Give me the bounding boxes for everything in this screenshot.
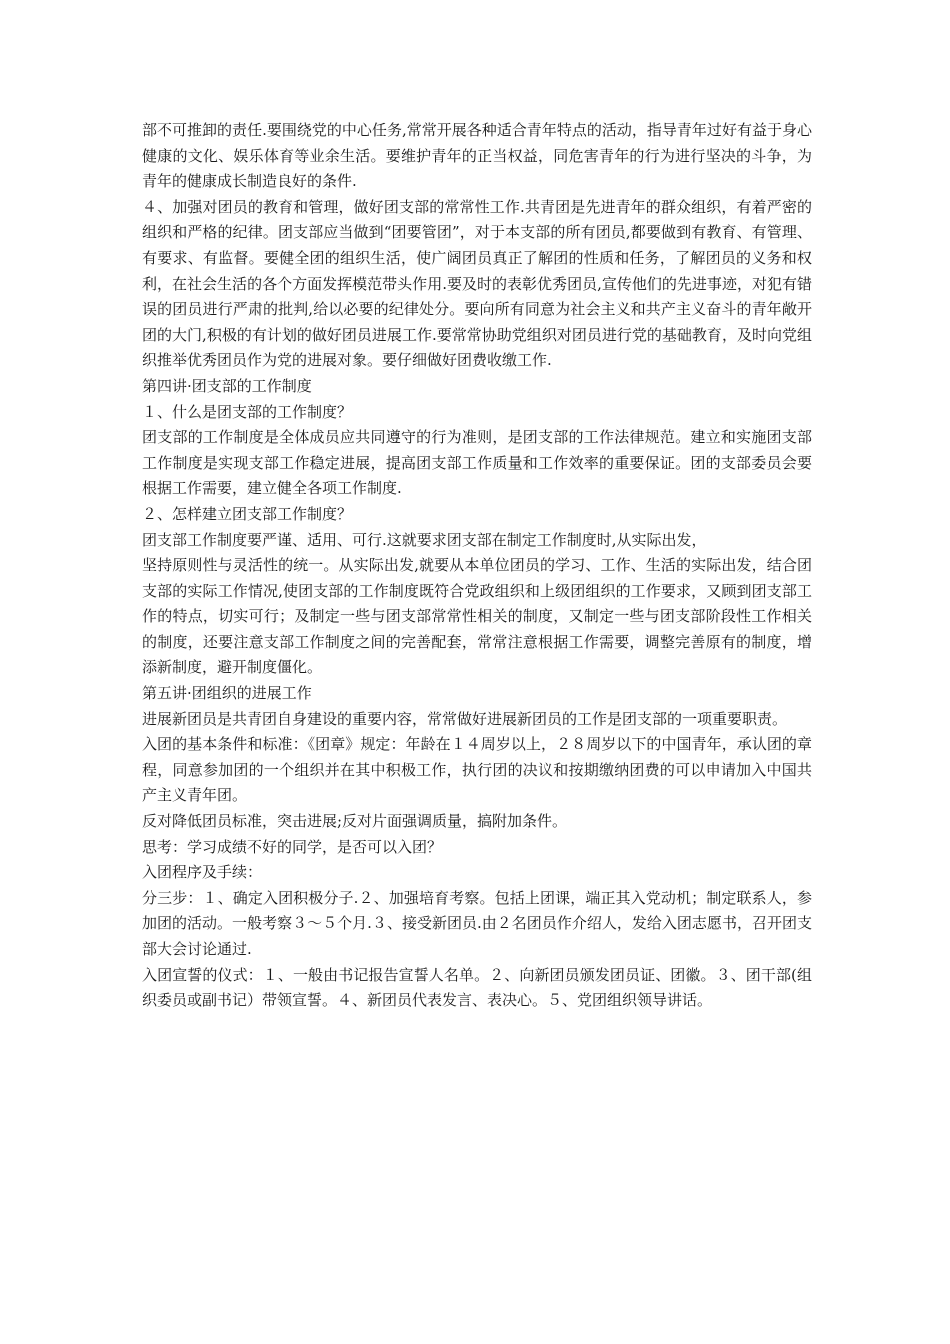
document-page xyxy=(142,118,812,1014)
paragraph-recruitment-importance: 进展新团员是共青团自身建设的重要内容，常常做好进展新团员的工作是团支部的一项重要职责。 xyxy=(142,709,788,728)
question-how-to-build-system: ２、怎样建立团支部工作制度？ xyxy=(142,504,353,523)
paragraph-system-definition: 团支部的工作制度是全体成员应共同遵守的行为准则，是团支部的工作法律规范。建立和实施团支部工作制度是实现支部工作稳定进展，提高团支部工作质量和工作效率的重要保证。团的支部委员会要根据工作需要，建立健全各项工作制度. xyxy=(142,428,812,498)
paragraph-think-question: 思考：学习成绩不好的同学，是否可以入团？ xyxy=(142,837,443,856)
section-heading-lecture-5: 第五讲·团组织的进展工作 xyxy=(142,684,312,703)
paragraph-responsibilities: 部不可推卸的责任.要围绕党的中心任务,常常开展各种适合青年特点的活动，指导青年过好有益于身心健康的文化、娱乐体育等业余生活。要维护青年的正当权益，同危害青年的行为进行坚决的斗争，为青年的健康成长制造良好的条件. xyxy=(142,121,812,191)
paragraph-oath-ceremony: 入团宣誓的仪式：１、一般由书记报告宣誓人名单。２、向新团员颁发团员证、团徽。３、团干部(组织委员或副书记）带领宣誓。４、新团员代表发言、表决心。５、党团组织领导讲话。 xyxy=(142,965,812,1010)
paragraph-three-steps: 分三步：１、确定入团积极分子.２、加强培育考察。包括上团课，端正其入党动机；制定联系人，参加团的活动。一般考察３～５个月.３、接受新团员.由２名团员作介绍人，发给入团志愿书，召开团支部大会讨论通过. xyxy=(142,888,812,958)
paragraph-member-education: ４、加强对团员的教育和管理，做好团支部的常常性工作.共青团是先进青年的群众组织，有着严密的组织和严格的纪律。团支部应当做到“团要管团”，对于本支部的所有团员,都要做到有教育、有管理、有要求、有监督。要健全团的组织生活，使广阔团员真正了解团的性质和任务，了解团员的义务和权利，在社会生活的各个方面发挥模范带头作用.要及时的表彰优秀团员,宣传他们的先进事迹，对犯有错误的团员进行严肃的批判,给以必要的纪律处分。要向所有同意为社会主义和共产主义奋斗的青年敞开团的大门,积极的有计划的做好团员进展工作.要常常协助党组织对团员进行党的基础教育，及时向党组织推举优秀团员作为党的进展对象。要仔细做好团费收缴工作. xyxy=(142,197,812,370)
question-what-is-system: １、什么是团支部的工作制度？ xyxy=(142,402,353,421)
paragraph-standards-warning: 反对降低团员标准，突击进展;反对片面强调质量，搞附加条件。 xyxy=(142,812,568,831)
paragraph-system-requirements: 团支部工作制度要严谨、适用、可行.这就要求团支部在制定工作制度时,从实际出发， xyxy=(142,530,707,549)
paragraph-procedure-heading: 入团程序及手续： xyxy=(142,863,263,882)
section-heading-lecture-4: 第四讲·团支部的工作制度 xyxy=(142,376,312,395)
paragraph-admission-criteria: 入团的基本条件和标准：《团章》规定：年龄在１４周岁以上，２８周岁以下的中国青年，承认团的章程，同意参加团的一个组织并在其中积极工作，执行团的决议和按期缴纳团费的可以申请加入中国共产主义青年团。 xyxy=(142,735,812,805)
paragraph-system-principles: 坚持原则性与灵活性的统一。从实际出发,就要从本单位团员的学习、工作、生活的实际出发，结合团支部的实际工作情况,使团支部的工作制度既符合党政组织和上级团组织的工作要求，又顾到团支部工作的特点，切实可行；及制定一些与团支部常常性相关的制度，又制定一些与团支部阶段性工作相关的制度，还要注意支部工作制度之间的完善配套，常常注意根据工作需要，调整完善原有的制度，增添新制度，避开制度僵化。 xyxy=(142,556,812,677)
